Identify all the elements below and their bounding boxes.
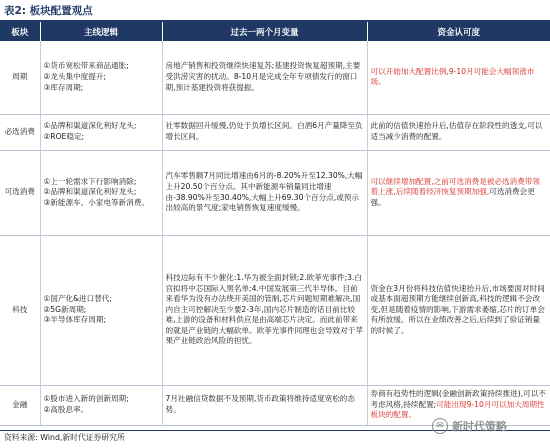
column-header-sector: 板块: [0, 22, 40, 41]
capital-cell: 可以开始加大配置比例,9-10月可能会大幅领涨市场。: [367, 41, 550, 114]
logic-cell: ①股市进入新的创新周期; ②高股息率。: [40, 385, 162, 425]
sector-cell: 必选消费: [0, 114, 40, 150]
variable-cell: 7月社融信贷数据不及预期,货币政策将维持适度宽松的态势。: [162, 385, 367, 425]
capital-highlight-text: 可以继续增加配置,之前可选消费是被必选消费带领着上涨,后续随着经济恢复预期加强,: [370, 176, 540, 197]
table-row: [0, 235, 550, 385]
variable-cell: 社零数据回升缓慢,仍处于负增长区间。白酒6月产量降至负增长区间。: [162, 114, 367, 150]
capital-cell: 此前的估值快速抬升后,估值存在阶段性的透支,可以适当减少消费的配置。: [367, 114, 550, 150]
capital-plain-text: 可选消费会更强。: [370, 187, 535, 207]
sector-cell: 金融: [0, 385, 40, 425]
watermark: [432, 416, 548, 436]
variable-cell: 房地产销售和投资继续快速复苏;基建投资恢复超预期,主要受洪涝灾害的扰动。8-10月是完成全年专项债发行的窗口期,预计基建投资将获提振。: [162, 41, 367, 114]
column-header-capital: 资金认可度: [367, 22, 550, 41]
sector-cell: 周期: [0, 41, 40, 114]
logic-cell: ①货币宽松带来商品通胀; ②龙头集中度提升; ③库存周期;: [40, 41, 162, 114]
variable-cell: 科技边际有不少催化:1.华为被全面封锁;2.欧菲光事件;3.白宫拟将中芯国际入黑名单;4.中国发展第三代半导体。目前来看华为没有办法绕开美国的管制,芯片问题短期难解决,国内自主可控解决至少要2-3年,国内芯片制造的话目前比较难,上游的设备和材料供应是由高端芯片决定。而此前带来的就是产业链的大幅砍单。欧菲光事件同理也会导致对于苹果产业链政治风险的担忧。: [162, 235, 367, 385]
table-row: [0, 114, 550, 150]
column-header-variable: 过去一两个月变量: [162, 22, 367, 41]
table-title: 表2: 板块配置观点: [4, 5, 93, 17]
logic-cell: ①国产化&进口替代; ②5G新周期; ③半导体库存周期;: [40, 235, 162, 385]
variable-cell: 汽车零售额7月同比增速由6月的-8.20%升至12.30%,大幅上升20.50个百分点。其中新能源车销量同比增速由-38.90%升至30.40%,大幅上升69.30个百分点,或预示出较高的景气度;家电销售恢复速度缓慢。: [162, 150, 367, 235]
logic-cell: ①上一轮需求下行影响消除; ②品牌和渠道深化利好龙头; ③新能源车、小家电等新消费。: [40, 150, 162, 235]
capital-highlight-text: 可能出现9-10月可以加大周期性板块的配置。: [370, 399, 545, 420]
table-row: [0, 41, 550, 114]
sector-cell: 可选消费: [0, 150, 40, 235]
sector-cell: 科技: [0, 235, 40, 385]
capital-cell: 资金在3月份将科技估值快速抬升后,市场要面对时间或基本面超预期方能继续创新高,科技的逻辑不会改变,但是随着疫情的影响,下游需求萎缩,芯片的订单会有所放缓。所以在业绩改善之后,后续到了验证销量的时候了。: [367, 235, 550, 385]
capital-plain-text: 券商有趋势性的逻辑(金融创新政策持续推进),可以不考虑风格,持续配置;: [370, 389, 546, 409]
table-header-row: [0, 22, 550, 41]
source-note: 资料来源: Wind,新时代证券研究所: [4, 433, 125, 442]
wechat-logo-icon: ✉: [432, 418, 448, 434]
sector-allocation-table: [0, 22, 550, 426]
table-row: [0, 150, 550, 235]
capital-cell: [367, 150, 550, 235]
watermark-text: 新时代策略: [452, 420, 507, 433]
column-header-logic: 主线逻辑: [40, 22, 162, 41]
logic-cell: ①品牌和渠道深化利好龙头; ②ROE稳定;: [40, 114, 162, 150]
